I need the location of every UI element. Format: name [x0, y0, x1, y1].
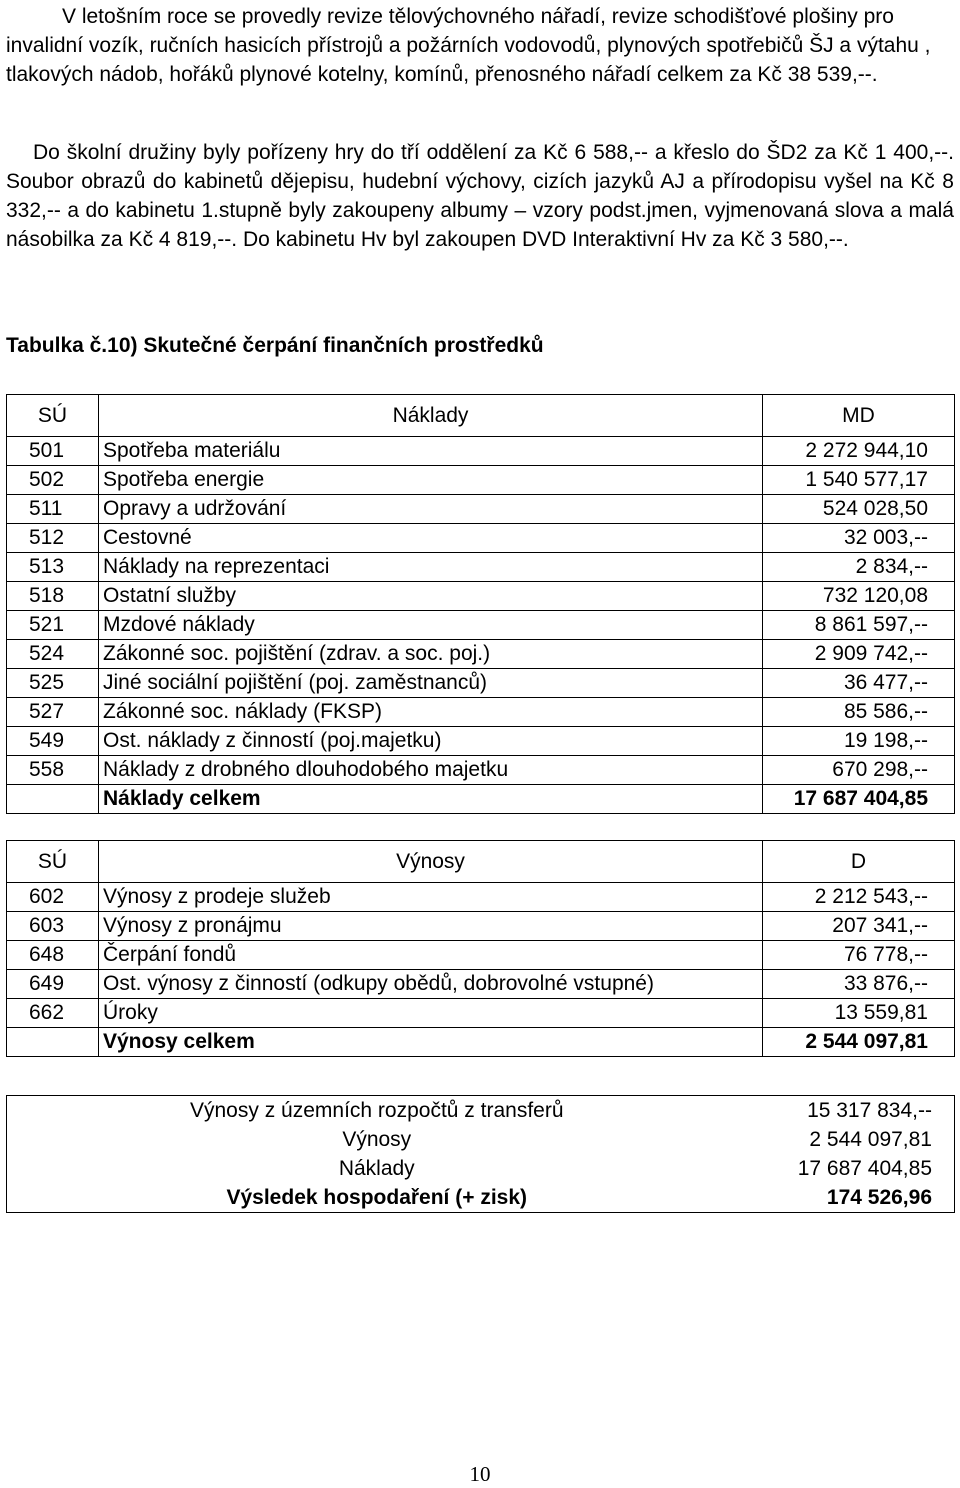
account-code: 525 [7, 669, 99, 698]
account-code: 662 [7, 999, 99, 1028]
revenues-header-name: Výnosy [99, 841, 763, 883]
costs-total-row [7, 785, 955, 814]
table-row [7, 912, 955, 941]
table-row [7, 669, 955, 698]
costs-total-amount: 17 687 404,85 [763, 785, 955, 814]
table-title: Tabulka č.10) Skutečné čerpání finančních prostředků [6, 334, 544, 357]
table-row [7, 883, 955, 912]
costs-header-name: Náklady [99, 395, 763, 437]
table-row [7, 582, 955, 611]
amount: 33 876,-- [763, 970, 955, 999]
table-row [7, 524, 955, 553]
amount: 19 198,-- [763, 727, 955, 756]
item-name: Spotřeba materiálu [99, 437, 763, 466]
summary-row [7, 1096, 955, 1126]
costs-header-row [7, 395, 955, 437]
account-code: 549 [7, 727, 99, 756]
revenues-header-amount: D [763, 841, 955, 883]
table-row [7, 640, 955, 669]
table-row [7, 437, 955, 466]
amount: 1 540 577,17 [763, 466, 955, 495]
amount: 524 028,50 [763, 495, 955, 524]
account-code: 558 [7, 756, 99, 785]
account-code: 511 [7, 495, 99, 524]
amount: 76 778,-- [763, 941, 955, 970]
summary-value: 15 317 834,-- [807, 1099, 932, 1122]
amount: 13 559,81 [763, 999, 955, 1028]
item-name: Spotřeba energie [99, 466, 763, 495]
account-code: 502 [7, 466, 99, 495]
costs-header-code: SÚ [7, 395, 99, 437]
item-name: Mzdové náklady [99, 611, 763, 640]
summary-value: 2 544 097,81 [809, 1128, 932, 1151]
paragraph-purchases: Do školní družiny byly pořízeny hry do tří oddělení za Kč 6 588,-- a křeslo do ŠD2 za Kč 1 400,--. Soubor obrazů do kabinetů dějepisu, hudební výchovy, cizích jazyků AJ a přírodopisu vyšel na Kč 8 332,-- a do kabinetu 1.stupně byly zakoupeny albumy – vzory podst.jmen, vyjmenovaná slova a malá násobilka za Kč 4 819,--. Do kabinetu Hv byl zakoupen DVD Interaktivní Hv za Kč 3 580,--. [6, 141, 954, 251]
summary-label: Výnosy z územních rozpočtů z transferů [190, 1099, 564, 1122]
amount: 36 477,-- [763, 669, 955, 698]
table-row [7, 611, 955, 640]
item-name: Ostatní služby [99, 582, 763, 611]
revenues-total-label: Výnosy celkem [99, 1028, 763, 1057]
account-code: 648 [7, 941, 99, 970]
item-name: Náklady na reprezentaci [99, 553, 763, 582]
summary-result-row [7, 1183, 955, 1213]
item-name: Výnosy z pronájmu [99, 912, 763, 941]
amount: 85 586,-- [763, 698, 955, 727]
amount: 732 120,08 [763, 582, 955, 611]
table-row [7, 495, 955, 524]
account-code: 521 [7, 611, 99, 640]
account-code: 649 [7, 970, 99, 999]
table-row [7, 970, 955, 999]
summary-result-value: 174 526,96 [826, 1186, 932, 1209]
costs-total-code [7, 785, 99, 814]
revenues-total-code [7, 1028, 99, 1057]
account-code: 603 [7, 912, 99, 941]
summary-value: 17 687 404,85 [797, 1157, 932, 1180]
account-code: 524 [7, 640, 99, 669]
amount: 207 341,-- [763, 912, 955, 941]
revenues-table [6, 840, 955, 1057]
summary-label: Výnosy [342, 1128, 412, 1151]
table-row [7, 466, 955, 495]
account-code: 527 [7, 698, 99, 727]
summary-body [7, 1096, 955, 1184]
revenues-total-row [7, 1028, 955, 1057]
account-code: 602 [7, 883, 99, 912]
account-code: 518 [7, 582, 99, 611]
amount: 2 834,-- [763, 553, 955, 582]
summary-label: Náklady [338, 1157, 415, 1180]
summary-table [6, 1095, 955, 1213]
revenues-total-amount: 2 544 097,81 [763, 1028, 955, 1057]
page-number: 10 [469, 1462, 491, 1486]
summary-row [7, 1125, 955, 1154]
item-name: Zákonné soc. náklady (FKSP) [99, 698, 763, 727]
revenues-header-row [7, 841, 955, 883]
costs-header-amount: MD [763, 395, 955, 437]
revenues-header-code: SÚ [7, 841, 99, 883]
amount: 2 909 742,-- [763, 640, 955, 669]
account-code: 512 [7, 524, 99, 553]
table-row [7, 756, 955, 785]
item-name: Jiné sociální pojištění (poj. zaměstnanců) [99, 669, 763, 698]
amount: 32 003,-- [763, 524, 955, 553]
item-name: Náklady z drobného dlouhodobého majetku [99, 756, 763, 785]
item-name: Ost. výnosy z činností (odkupy obědů, dobrovolné vstupné) [99, 970, 763, 999]
amount: 670 298,-- [763, 756, 955, 785]
item-name: Výnosy z prodeje služeb [99, 883, 763, 912]
costs-table [6, 394, 955, 814]
item-name: Ost. náklady z činností (poj.majetku) [99, 727, 763, 756]
summary-result-label: Výsledek hospodaření (+ zisk) [226, 1186, 528, 1209]
costs-body [7, 437, 955, 785]
table-row [7, 999, 955, 1028]
summary-row [7, 1154, 955, 1183]
item-name: Opravy a udržování [99, 495, 763, 524]
account-code: 513 [7, 553, 99, 582]
table-row [7, 727, 955, 756]
item-name: Cestovné [99, 524, 763, 553]
amount: 2 272 944,10 [763, 437, 955, 466]
item-name: Zákonné soc. pojištění (zdrav. a soc. poj.) [99, 640, 763, 669]
item-name: Úroky [99, 999, 763, 1028]
table-row [7, 941, 955, 970]
table-row [7, 553, 955, 582]
amount: 8 861 597,-- [763, 611, 955, 640]
revenues-body [7, 883, 955, 1028]
amount: 2 212 543,-- [763, 883, 955, 912]
costs-total-label: Náklady celkem [99, 785, 763, 814]
account-code: 501 [7, 437, 99, 466]
item-name: Čerpání fondů [99, 941, 763, 970]
table-row [7, 698, 955, 727]
paragraph-revisions: V letošním roce se provedly revize tělovýchovného nářadí, revize schodišťové plošiny pro invalidní vozík, ručních hasicích přístrojů a požárních vodovodů, plynových spotřebičů ŠJ a výtahu , tlakových nádob, hořáků plynové kotelny, komínů, přenosného nářadí celkem za Kč 38 539,--. [6, 5, 931, 86]
